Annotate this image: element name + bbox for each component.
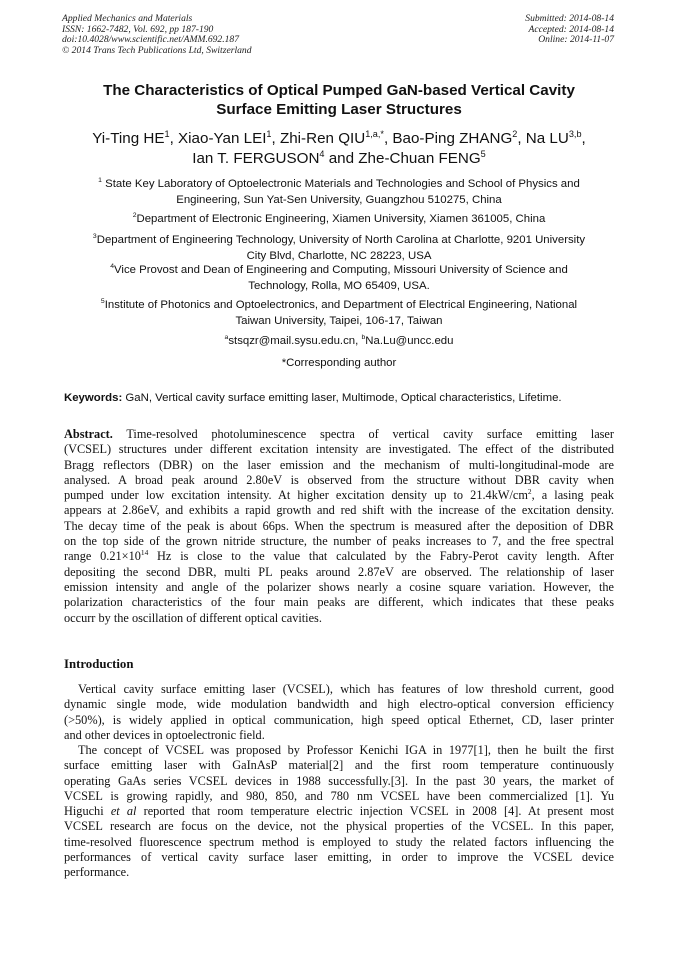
intro-line: (>50%), is widely applied in optical communication, high speed optical Ethernet, CD, laser printer xyxy=(64,712,614,727)
copyright-line: © 2014 Trans Tech Publications Ltd, Switzerland xyxy=(62,44,252,56)
abstract-text: pumped under low excitation intensity. At higher excitation density up to 21.4kW/cm xyxy=(64,488,528,503)
abstract-line: appears at 2.86eV, and exhibits a rapid growth and red shift with the increase of the excitation density. xyxy=(64,503,614,518)
author-sup: 1 xyxy=(164,128,170,139)
affiliation-text: City Blvd, Charlotte, NC 28223, USA xyxy=(246,249,432,262)
affiliation-1 xyxy=(40,177,638,208)
abstract-text: Hz is close to the value that calculated by the Fabry-Perot cavity length. After xyxy=(148,549,614,564)
abstract-line: Bragg reflectors (DBR) on the laser emission and the mechanism of multi-longitudinal-mode are xyxy=(64,457,614,472)
abstract-line xyxy=(64,549,614,564)
intro-line: time-resolved fluorescence spectrum method is employed to study the related factors influencing the xyxy=(64,834,614,849)
dates-header xyxy=(525,14,614,46)
intro-line: and other devices in optoelectronic field. xyxy=(64,727,265,742)
abstract-line: depositing the second DBR, multi PL peaks around 2.87eV are observed. The relationship of laser xyxy=(64,564,614,579)
affiliation-5 xyxy=(40,298,638,329)
abstract-text: Time-resolved photoluminescence spectra of vertical cavity surface emitting laser xyxy=(112,427,614,441)
affiliation-text: Department of Engineering Technology, University of North Carolina at Charlotte, 9201 University xyxy=(96,234,586,246)
corresponding-text: *Corresponding author xyxy=(281,357,397,369)
author-name: Na LU xyxy=(525,130,569,147)
affiliation-text: Engineering, Sun Yat-Sen University, Guangzhou 510275, China xyxy=(176,193,502,206)
intro-line: surface emitting laser with GaInAsP material[2] and the first room temperature continuously xyxy=(64,758,614,773)
intro-italic: et al xyxy=(110,804,137,819)
author-sup: 2 xyxy=(512,128,518,139)
author-name: Yi-Ting HE xyxy=(92,130,165,147)
abstract-line: emission intensity and angle of the polarizer shows nearly a cosine square variation. However, the xyxy=(64,579,614,594)
affiliation-2 xyxy=(40,212,638,228)
abstract-sup: 14 xyxy=(140,548,149,558)
abstract xyxy=(64,427,614,626)
affiliation-text: State Key Laboratory of Optoelectronic Materials and Technologies and School of Physics and xyxy=(101,178,580,190)
intro-line xyxy=(64,804,614,819)
abstract-text: range 0.21×10 xyxy=(64,549,141,564)
affiliation-sup: 4 xyxy=(110,263,115,271)
paper-title xyxy=(40,81,638,119)
intro-text: reported that room temperature electric injection VCSEL in 2008 [4]. At present most xyxy=(136,804,614,819)
affiliation-text: Department of Electronic Engineering, Xiamen University, Xiamen 361005, China xyxy=(136,213,546,225)
author-line-2 xyxy=(30,149,648,169)
affiliation-sup: 3 xyxy=(92,233,97,241)
author-line-1: Yi-Ting $HE^1$, Xiao-Yan LEI$^1$, Zhi-Ren $QIU^{1,a,*}$, Bao-Ping ZHANG$^2$, Na LU$^{3,b}$, xyxy=(92,128,586,147)
keywords-text: GaN, Vertical cavity surface emitting laser, Multimode, Optical characteristics, Lifetime. xyxy=(122,392,562,404)
email-text: Na.Lu@uncc.edu xyxy=(365,335,454,347)
email-text: stsqzr@mail.sysu.edu.cn, xyxy=(228,335,362,347)
author-sup: 5 xyxy=(480,148,486,159)
email-line xyxy=(40,334,638,350)
keywords xyxy=(64,391,624,405)
abstract-line: The decay time of the peak is about 66ps. When the spectrum is measured after the deposition of DBR xyxy=(64,518,614,533)
intro-paragraph-1 xyxy=(64,682,614,743)
author-sup: 1,a,* xyxy=(365,128,384,139)
title-line-2: Surface Emitting Laser Structures xyxy=(216,101,462,118)
section-heading-introduction: Introduction xyxy=(64,657,134,671)
author-sup: 1 xyxy=(266,128,272,139)
affiliation-4 xyxy=(40,263,638,294)
abstract-sup: 2 xyxy=(527,487,532,497)
author-name: Xiao-Yan LEI xyxy=(178,130,267,147)
journal-name: Applied Mechanics and Materials xyxy=(62,13,193,24)
abstract-line: (VCSEL) structures under different excitation intensity are investigated. The effect of the distributed xyxy=(64,442,614,457)
author-name: Zhe-Chuan FENG xyxy=(358,150,481,167)
intro-line: VCSEL research are focus on the device, not the physical properties of the VCSEL. In this paper, xyxy=(64,819,614,834)
keywords-label: Keywords: xyxy=(64,392,123,404)
intro-line: Vertical cavity surface emitting laser (VCSEL), which has features of low threshold current, good xyxy=(78,682,614,696)
abstract-line: analysed. A broad peak around 2.80eV is observed from the structure without DBR cavity when xyxy=(64,472,614,487)
corresponding-author-note xyxy=(40,356,638,372)
author-conjunction: and xyxy=(324,150,359,167)
intro-paragraph-2 xyxy=(64,743,614,881)
affiliation-text: Institute of Photonics and Optoelectronics, and Department of Electrical Engineering, National xyxy=(104,299,578,311)
abstract-line: occurr by the oscillation of different optical cavities. xyxy=(64,610,322,625)
affiliation-sup: 5 xyxy=(100,298,105,306)
affiliation-text: Vice Provost and Dean of Engineering and Computing, Missouri University of Science and xyxy=(114,264,568,276)
intro-line: dynamic single mode, wide modulation bandwidth and high electro-optical conversion efficiency xyxy=(64,697,614,712)
abstract-label: Abstract. xyxy=(64,427,113,441)
doi-line: doi:10.4028/www.scientific.net/AMM.692.187 xyxy=(62,34,240,46)
abstract-line xyxy=(64,488,614,503)
issn-line: ISSN: 1662-7482, Vol. 692, pp 187-190 xyxy=(62,23,214,35)
intro-line: VCSEL is growing rapidly, and 980, 850, and 780 nm VCSEL have been commercialized [1]. Yu xyxy=(64,788,614,803)
intro-text: Higuchi xyxy=(64,804,111,819)
affiliation-text: Taiwan University, Taipei, 106-17, Taiwan xyxy=(235,314,443,327)
affiliation-sup: 1 xyxy=(98,177,102,185)
author-list xyxy=(30,129,648,169)
abstract-line xyxy=(64,427,614,442)
submitted-date: Submitted: 2014-08-14 xyxy=(525,13,614,24)
affiliation-text: Technology, Rolla, MO 65409, USA. xyxy=(248,279,430,292)
affiliation-3 xyxy=(40,233,638,264)
accepted-date: Accepted: 2014-08-14 xyxy=(528,23,614,35)
author-sup: 3,b xyxy=(568,128,582,139)
abstract-text: , a lasing peak xyxy=(531,488,614,503)
author-sup: 4 xyxy=(319,148,325,159)
journal-header xyxy=(62,14,252,56)
author-name: Bao-Ping ZHANG xyxy=(392,130,513,147)
email-sup: a xyxy=(224,334,229,342)
email-sup: b xyxy=(361,334,366,342)
author-name: Zhi-Ren QIU xyxy=(279,130,366,147)
intro-line: The concept of VCSEL was proposed by Professor Kenichi IGA in 1977[1], then he built the first xyxy=(78,743,614,757)
abstract-line: polarization characteristics of the four main peaks are different, which indicates that these peaks xyxy=(64,595,614,610)
title-line-1: The Characteristics of Optical Pumped GaN-based Vertical Cavity xyxy=(103,82,575,99)
intro-line: operating GaAs series VCSEL devices in 1988 successfully.[3]. In the past 30 years, the market of xyxy=(64,773,614,788)
abstract-line: on the top side of the grown nitride structure, the number of peaks increases to 7, and the free spectral xyxy=(64,534,614,549)
intro-line: performances of vertical cavity surface laser emitting, in order to improve the VCSEL device xyxy=(64,850,614,865)
author-name: Ian T. FERGUSON xyxy=(192,150,320,167)
online-date: Online: 2014-11-07 xyxy=(538,34,614,46)
affiliation-sup: 2 xyxy=(132,212,137,220)
intro-line: performance. xyxy=(64,865,130,880)
